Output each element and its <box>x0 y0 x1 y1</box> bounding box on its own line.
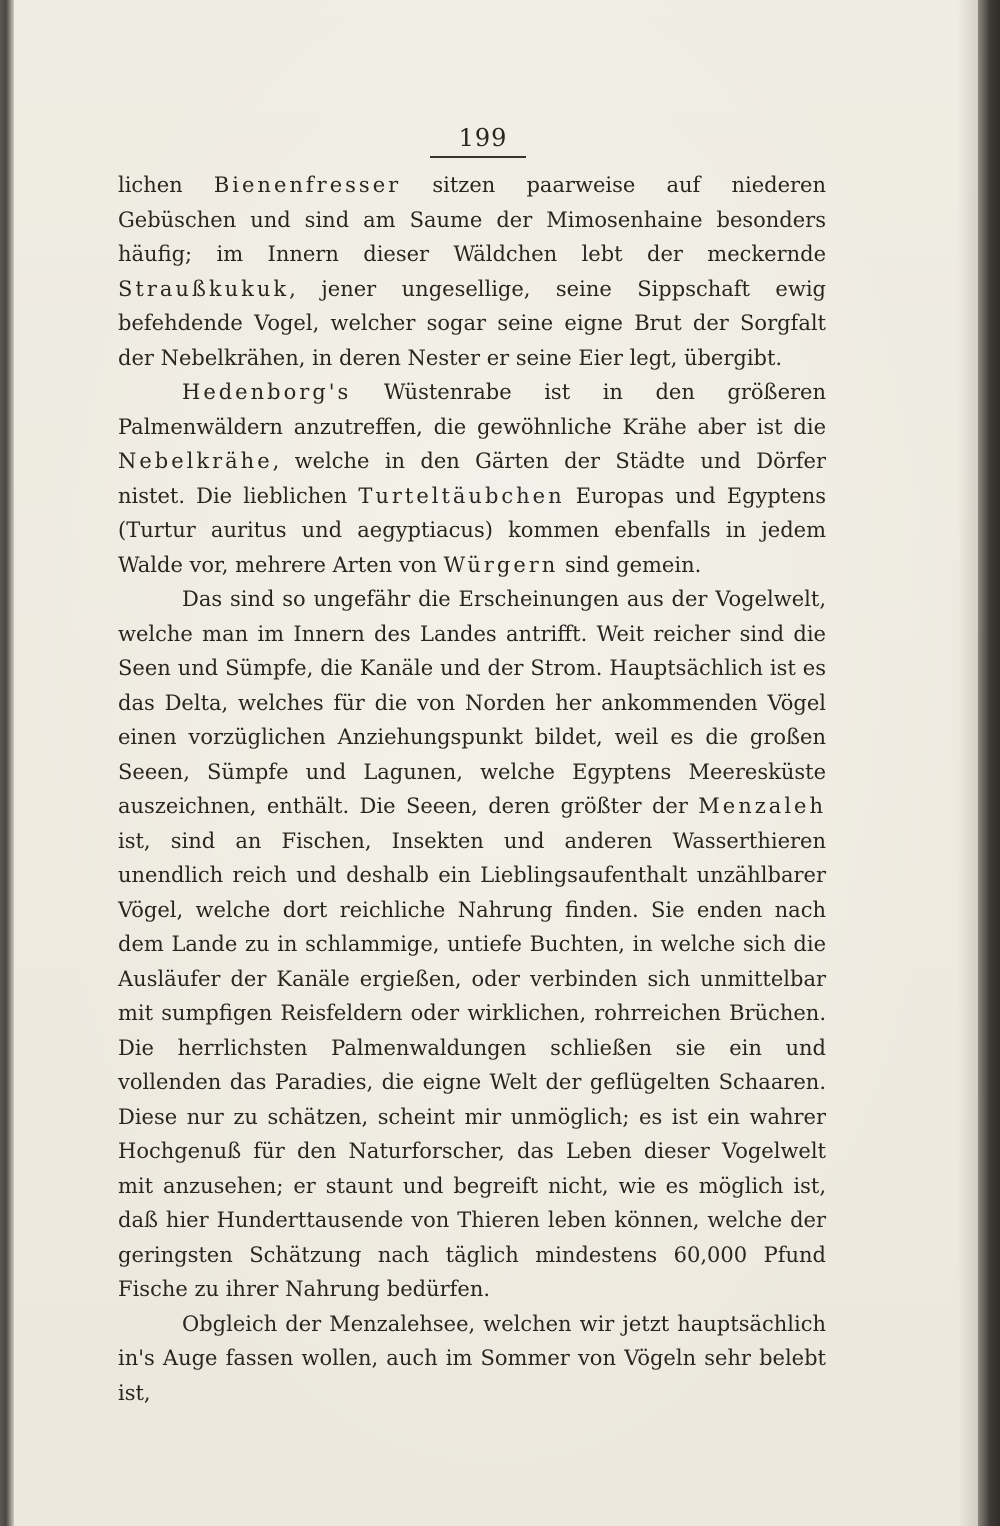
paragraph-text: Wüstenrabe ist in den größeren Palmenwäldern anzutreffen, die gewöhnliche Krähe aber ist die <box>118 380 826 439</box>
paragraph-text: sind gemein. <box>558 552 702 577</box>
paragraph-text: sitzen paarweise auf niederen Gebüschen und sind am Saume der Mimosenhaine besonders häufig; im Innern dieser Wäldchen lebt der meckernde <box>118 173 826 266</box>
paragraph <box>118 168 826 375</box>
page-number: 199 <box>458 124 508 152</box>
book-page <box>14 0 978 1526</box>
paragraph <box>118 375 826 582</box>
header-rule <box>430 156 526 158</box>
page-edge-shadow <box>958 0 978 1526</box>
spaced-emphasis-text: Turteltäubchen <box>358 483 565 508</box>
spaced-emphasis-text: Menzaleh <box>698 794 826 818</box>
paragraph <box>118 582 826 1307</box>
paragraph-text: , welche in den Gärten der Städte und Dörfer nistet. Die lieblichen <box>118 449 826 508</box>
paragraph <box>118 1307 826 1411</box>
spaced-emphasis-text: Würgern <box>443 552 559 577</box>
paragraph-text: ist, sind an Fischen, Insekten und anderen Wasserthieren unendlich reich und deshalb ein Lieblingsaufenthalt unzählbarer Vögel, welche dort reichliche Nahrung finden. Sie enden nach dem Lande zu in schlammige, untiefe Buchten, in welche sich die Ausläufer der Kanäle ergießen, oder verbinden sich unmittelbar mit sumpfigen Reisfeldern oder wirklichen, rohrreichen Brüchen. Die herrlichsten Palmenwaldungen schließen sie ein und vollenden das Paradies, die eigne Welt der geflügelten Schaaren. Diese nur zu schätzen, scheint mir unmöglich; es ist ein wahrer Hochgenuß für den Naturforscher, das Leben dieser Vogelwelt mit anzusehen; er staunt und begreift nicht, wie es möglich ist, daß hier Hunderttausende von Thieren leben können, welche der geringsten Schätzung nach täglich mindestens 60,000 Pfund Fische zu ihrer Nahrung bedürfen. <box>118 828 826 1301</box>
paragraph-text: Europas und Egyptens (Turtur auritus und aegyptiacus) kommen ebenfalls in jedem Walde vor, mehrere Arten von <box>118 483 827 577</box>
spaced-emphasis-text: Nebelkrähe <box>118 449 273 473</box>
paragraph-text: Das sind so ungefähr die Erscheinungen aus der Vogelwelt, welche man im Innern des Landes antrifft. Weit reicher sind die Seen und Sümpfe, die Kanäle und der Strom. Hauptsächlich ist es das Delta, welches für die von Norden her ankommenden Vögel einen vorzüglichen Anziehungspunkt bildet, weil es die großen Seeen, Sümpfe und Lagunen, welche Egyptens Meeresküste auszeichnen, enthält. Die Seeen, deren größter der <box>118 587 826 818</box>
spaced-emphasis-text: Bienenfresser <box>213 173 402 197</box>
body-text <box>118 168 826 1410</box>
spaced-emphasis-text: Straußkukuk <box>118 276 290 301</box>
paragraph-text: Obgleich der Menzalehsee, welchen wir jetzt hauptsächlich in's Auge fassen wollen, auch im Sommer von Vögeln sehr belebt ist, <box>118 1311 826 1405</box>
paragraph-text: lichen <box>118 173 214 197</box>
paragraph-text: , jener ungesellige, seine Sippschaft ewig befehdende Vogel, welcher sogar seine eigne Brut der Sorgfalt der Nebelkrähen, in deren Nester er seine Eier legt, übergibt. <box>118 276 826 370</box>
spaced-emphasis-text: Hedenborg's <box>182 380 352 404</box>
